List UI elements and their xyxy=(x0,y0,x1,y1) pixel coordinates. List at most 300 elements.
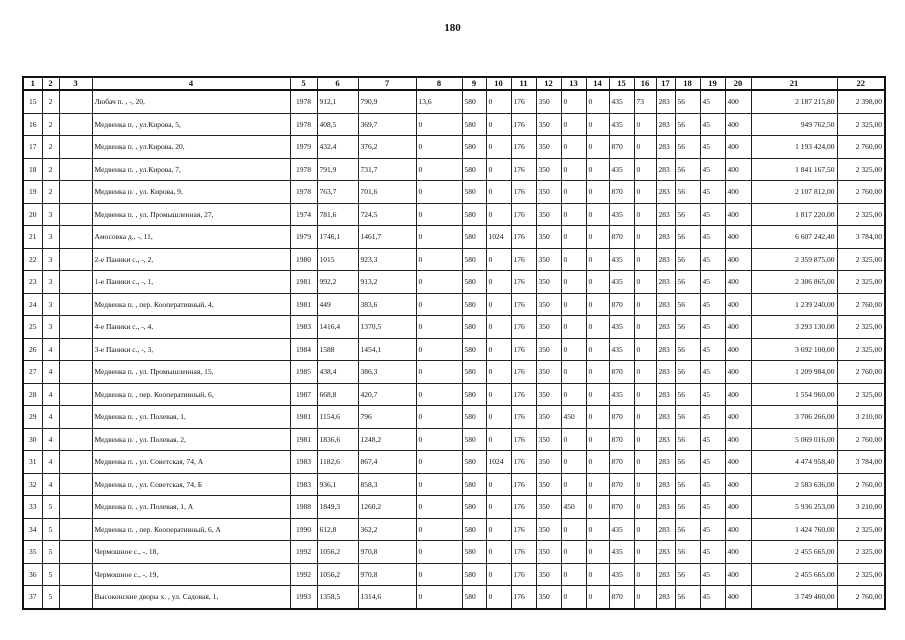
table-cell: Медвенка п. , ул. Промышленная, 15, xyxy=(92,361,290,384)
table-cell: Медвенка п. , пер. Кооперативный, 6, xyxy=(92,383,290,406)
table-cell: 2 398,00 xyxy=(837,90,885,113)
table-cell: 283 xyxy=(656,451,675,474)
table-cell: 4 xyxy=(42,451,59,474)
table-cell: 350 xyxy=(536,361,561,384)
table-cell: 0 xyxy=(416,406,462,429)
table-row xyxy=(23,158,885,181)
table-cell: 283 xyxy=(656,361,675,384)
table-cell: 400 xyxy=(725,563,751,586)
table-cell: 0 xyxy=(561,316,586,339)
table-cell: 350 xyxy=(536,293,561,316)
table-cell: 5 xyxy=(42,541,59,564)
table-cell: 350 xyxy=(536,518,561,541)
table-cell: 56 xyxy=(675,181,700,204)
table-cell: 4 xyxy=(42,361,59,384)
table-cell: Медвенка п. , ул. Промышленная, 27, xyxy=(92,203,290,226)
table-cell: 3 xyxy=(42,271,59,294)
table-cell: Чермошное с., -, 19, xyxy=(92,563,290,586)
table-cell: 350 xyxy=(536,406,561,429)
table-cell: Медвенка п. , ул. Советская, 74, А xyxy=(92,451,290,474)
column-header: 7 xyxy=(358,77,416,90)
table-cell: 45 xyxy=(700,338,725,361)
table-cell: 45 xyxy=(700,541,725,564)
table-cell: 3 xyxy=(42,226,59,249)
table-cell: 27 xyxy=(23,361,42,384)
table-cell: 0 xyxy=(416,361,462,384)
table-cell: 283 xyxy=(656,203,675,226)
table-cell: 2 325,00 xyxy=(837,518,885,541)
table-cell: 0 xyxy=(586,113,609,136)
table-cell: 283 xyxy=(656,518,675,541)
table-cell: 970,8 xyxy=(358,541,416,564)
table-row xyxy=(23,136,885,159)
table-cell: 176 xyxy=(511,361,536,384)
table-cell: 0 xyxy=(634,383,656,406)
table-cell: 2 760,00 xyxy=(837,361,885,384)
table-cell: 400 xyxy=(725,338,751,361)
table-cell: 400 xyxy=(725,518,751,541)
table-cell: 0 xyxy=(586,203,609,226)
table-cell: 2 760,00 xyxy=(837,586,885,609)
table-cell: 0 xyxy=(561,271,586,294)
table-cell: 283 xyxy=(656,113,675,136)
column-header: 5 xyxy=(290,77,317,90)
table-cell: 176 xyxy=(511,271,536,294)
table-cell: Медвенка п. , ул.Кирова, 5, xyxy=(92,113,290,136)
table-cell: Высоконские дворы х. , ул. Садовая, 1, xyxy=(92,586,290,609)
table-cell: 1 817 220,00 xyxy=(751,203,837,226)
table-cell: 790,9 xyxy=(358,90,416,113)
table-cell: 992,2 xyxy=(317,271,358,294)
table-cell: 400 xyxy=(725,586,751,609)
table-cell: 26 xyxy=(23,338,42,361)
table-row xyxy=(23,451,885,474)
table-cell: 435 xyxy=(609,383,634,406)
table-cell: 936,1 xyxy=(317,473,358,496)
table-cell: 0 xyxy=(416,563,462,586)
table-cell: 350 xyxy=(536,90,561,113)
table-cell: 870 xyxy=(609,293,634,316)
table-cell: 791,9 xyxy=(317,158,358,181)
table-cell: 0 xyxy=(586,338,609,361)
table-row xyxy=(23,518,885,541)
table-cell: 0 xyxy=(586,518,609,541)
table-cell: 0 xyxy=(586,428,609,451)
table-cell: 176 xyxy=(511,586,536,609)
table-cell: 350 xyxy=(536,541,561,564)
table-cell: 45 xyxy=(700,136,725,159)
table-cell: 0 xyxy=(561,248,586,271)
table-cell: 3 210,00 xyxy=(837,496,885,519)
table-cell: 35 xyxy=(23,541,42,564)
table-cell: 56 xyxy=(675,473,700,496)
table-cell: 1992 xyxy=(290,541,317,564)
table-cell: 24 xyxy=(23,293,42,316)
table-cell: 0 xyxy=(486,316,511,339)
table-cell: 1370,5 xyxy=(358,316,416,339)
table-cell: 56 xyxy=(675,338,700,361)
table-cell: 435 xyxy=(609,90,634,113)
table-cell: 400 xyxy=(725,428,751,451)
table-cell: 580 xyxy=(462,518,486,541)
table-cell: 1358,5 xyxy=(317,586,358,609)
table-cell: 435 xyxy=(609,316,634,339)
table-cell: Медвенка п. , ул. Полевая, 1, А xyxy=(92,496,290,519)
table-cell: 1993 xyxy=(290,586,317,609)
table-cell: 16 xyxy=(23,113,42,136)
table-cell: 1588 xyxy=(317,338,358,361)
table-cell: 0 xyxy=(486,496,511,519)
table-cell: 580 xyxy=(462,563,486,586)
table-cell: 0 xyxy=(634,248,656,271)
table-cell: 435 xyxy=(609,563,634,586)
table-cell: 176 xyxy=(511,316,536,339)
table-cell: 1836,6 xyxy=(317,428,358,451)
table-cell: 435 xyxy=(609,113,634,136)
table-cell: 0 xyxy=(634,451,656,474)
table-cell: 0 xyxy=(416,383,462,406)
table-cell: 0 xyxy=(561,518,586,541)
table-cell: 350 xyxy=(536,428,561,451)
table-cell: 45 xyxy=(700,473,725,496)
table-cell: 870 xyxy=(609,473,634,496)
table-cell: 350 xyxy=(536,316,561,339)
table-cell: 350 xyxy=(536,113,561,136)
table-cell: 3 784,00 xyxy=(837,451,885,474)
table-cell: 0 xyxy=(634,203,656,226)
table-cell: 0 xyxy=(486,90,511,113)
table-cell: 2 359 875,00 xyxy=(751,248,837,271)
table-cell: 0 xyxy=(586,181,609,204)
table-cell: 420,7 xyxy=(358,383,416,406)
table-cell: 1182,6 xyxy=(317,451,358,474)
table-row xyxy=(23,473,885,496)
table-cell: 668,8 xyxy=(317,383,358,406)
table-cell: 580 xyxy=(462,158,486,181)
table-cell: 0 xyxy=(486,361,511,384)
table-cell: 0 xyxy=(586,90,609,113)
table-cell: 0 xyxy=(634,158,656,181)
table-cell: 0 xyxy=(486,248,511,271)
table-cell: 2 xyxy=(42,181,59,204)
table-cell: 283 xyxy=(656,586,675,609)
table-cell: 1981 xyxy=(290,406,317,429)
table-cell: 362,2 xyxy=(358,518,416,541)
table-cell: 28 xyxy=(23,383,42,406)
table-cell: 2 583 636,00 xyxy=(751,473,837,496)
table-row xyxy=(23,361,885,384)
table-cell: 56 xyxy=(675,518,700,541)
table-cell: 29 xyxy=(23,406,42,429)
table-cell: 0 xyxy=(416,113,462,136)
table-cell: 580 xyxy=(462,248,486,271)
table-cell: 858,3 xyxy=(358,473,416,496)
table-cell: 2 455 665,00 xyxy=(751,563,837,586)
table-cell: 2 306 865,00 xyxy=(751,271,837,294)
table-cell: 1314,6 xyxy=(358,586,416,609)
table-cell: 0 xyxy=(634,338,656,361)
table-cell: 23 xyxy=(23,271,42,294)
column-header: 17 xyxy=(656,77,675,90)
table-cell: 0 xyxy=(416,136,462,159)
table-cell: 400 xyxy=(725,248,751,271)
table-cell: 970,8 xyxy=(358,563,416,586)
table-cell: Чермошное с., -, 18, xyxy=(92,541,290,564)
table-cell xyxy=(59,181,92,204)
table-cell: 350 xyxy=(536,136,561,159)
table-cell: 763,7 xyxy=(317,181,358,204)
table-cell: 400 xyxy=(725,496,751,519)
table-cell: 176 xyxy=(511,136,536,159)
table-cell: 176 xyxy=(511,90,536,113)
column-header: 8 xyxy=(416,77,462,90)
table-cell: 2 325,00 xyxy=(837,338,885,361)
table-cell: 4 xyxy=(42,383,59,406)
table-cell: 1985 xyxy=(290,361,317,384)
table-cell: 450 xyxy=(561,496,586,519)
table-cell: 2-е Паники с., -, 2, xyxy=(92,248,290,271)
table-cell: 0 xyxy=(416,226,462,249)
table-cell: 580 xyxy=(462,451,486,474)
table-cell: 2 760,00 xyxy=(837,428,885,451)
column-header: 2 xyxy=(42,77,59,90)
column-header: 19 xyxy=(700,77,725,90)
table-cell: 2 325,00 xyxy=(837,271,885,294)
table-cell: 0 xyxy=(561,338,586,361)
table-cell: 3 xyxy=(42,293,59,316)
table-cell: 350 xyxy=(536,203,561,226)
table-cell: 350 xyxy=(536,496,561,519)
table-cell: 283 xyxy=(656,473,675,496)
table-cell: 18 xyxy=(23,158,42,181)
table-cell: 0 xyxy=(634,541,656,564)
table-cell: 2 325,00 xyxy=(837,203,885,226)
table-cell: 283 xyxy=(656,293,675,316)
table-cell: 56 xyxy=(675,203,700,226)
table-cell: 0 xyxy=(634,271,656,294)
table-cell: 0 xyxy=(586,541,609,564)
table-cell: 176 xyxy=(511,248,536,271)
column-header: 16 xyxy=(634,77,656,90)
housing-cost-table xyxy=(22,76,886,610)
table-cell: 4 xyxy=(42,406,59,429)
table-cell: 1974 xyxy=(290,203,317,226)
table-cell: 56 xyxy=(675,293,700,316)
table-cell: 2 325,00 xyxy=(837,113,885,136)
table-cell: 1849,3 xyxy=(317,496,358,519)
table-cell: 912,1 xyxy=(317,90,358,113)
table-cell: 283 xyxy=(656,181,675,204)
table-cell: 1981 xyxy=(290,271,317,294)
table-cell xyxy=(59,90,92,113)
table-cell: 0 xyxy=(486,293,511,316)
table-cell: 0 xyxy=(486,338,511,361)
table-cell: 0 xyxy=(586,271,609,294)
table-cell: Амосовка д., -, 11, xyxy=(92,226,290,249)
table-cell xyxy=(59,518,92,541)
table-cell: 1983 xyxy=(290,451,317,474)
table-cell: 1248,2 xyxy=(358,428,416,451)
table-cell: 0 xyxy=(561,136,586,159)
table-cell: 2 455 665,00 xyxy=(751,541,837,564)
table-cell xyxy=(59,248,92,271)
table-cell: 0 xyxy=(561,361,586,384)
table-cell: 0 xyxy=(486,113,511,136)
table-cell: 0 xyxy=(561,428,586,451)
table-cell: 2 325,00 xyxy=(837,383,885,406)
table-cell: 2 xyxy=(42,90,59,113)
table-cell: 45 xyxy=(700,563,725,586)
column-header: 9 xyxy=(462,77,486,90)
table-cell: 283 xyxy=(656,90,675,113)
table-cell: 56 xyxy=(675,383,700,406)
table-cell: 45 xyxy=(700,383,725,406)
table-cell: 724,5 xyxy=(358,203,416,226)
table-cell: 176 xyxy=(511,158,536,181)
table-cell: 435 xyxy=(609,248,634,271)
table-cell: 2 325,00 xyxy=(837,248,885,271)
table-row xyxy=(23,586,885,609)
table-cell: 56 xyxy=(675,271,700,294)
table-cell: 0 xyxy=(586,563,609,586)
table-row xyxy=(23,338,885,361)
table-cell: 0 xyxy=(586,226,609,249)
table-cell xyxy=(59,473,92,496)
table-cell: 781,6 xyxy=(317,203,358,226)
table-cell: 0 xyxy=(416,451,462,474)
table-cell: 580 xyxy=(462,338,486,361)
table-cell: 4 xyxy=(42,338,59,361)
table-cell: 37 xyxy=(23,586,42,609)
table-cell xyxy=(59,428,92,451)
table-cell: 0 xyxy=(634,181,656,204)
table-cell: 1056,2 xyxy=(317,541,358,564)
column-header: 1 xyxy=(23,77,42,90)
table-cell: 580 xyxy=(462,113,486,136)
table-cell: 2 760,00 xyxy=(837,293,885,316)
table-cell: 45 xyxy=(700,158,725,181)
table-cell xyxy=(59,203,92,226)
table-cell: 45 xyxy=(700,181,725,204)
table-cell: 2 xyxy=(42,136,59,159)
table-cell: 350 xyxy=(536,158,561,181)
table-cell: Любач п. , -, 20, xyxy=(92,90,290,113)
table-cell: 283 xyxy=(656,383,675,406)
table-cell: 0 xyxy=(416,181,462,204)
table-cell: 350 xyxy=(536,338,561,361)
table-cell: 1981 xyxy=(290,428,317,451)
table-cell: 580 xyxy=(462,361,486,384)
table-cell: 283 xyxy=(656,316,675,339)
table-cell: 0 xyxy=(634,586,656,609)
table-cell: 400 xyxy=(725,203,751,226)
table-row xyxy=(23,271,885,294)
table-cell: 2 325,00 xyxy=(837,541,885,564)
table-cell: 283 xyxy=(656,248,675,271)
table-cell: 0 xyxy=(486,136,511,159)
table-cell xyxy=(59,136,92,159)
table-cell: 0 xyxy=(561,293,586,316)
table-cell: 176 xyxy=(511,383,536,406)
table-cell: 283 xyxy=(656,428,675,451)
table-cell: 350 xyxy=(536,271,561,294)
table-cell: 1015 xyxy=(317,248,358,271)
page-number: 180 xyxy=(444,22,461,34)
table-cell: 283 xyxy=(656,541,675,564)
table-cell: 56 xyxy=(675,406,700,429)
table-cell: 1 424 760,00 xyxy=(751,518,837,541)
table-cell: 56 xyxy=(675,451,700,474)
table-cell: 0 xyxy=(416,158,462,181)
table-cell: 3 xyxy=(42,316,59,339)
column-header: 22 xyxy=(837,77,885,90)
table-cell: 612,8 xyxy=(317,518,358,541)
table-cell: 3-е Паники с., -, 3, xyxy=(92,338,290,361)
table-cell: 4 xyxy=(42,473,59,496)
column-header: 13 xyxy=(561,77,586,90)
table-cell: 13,6 xyxy=(416,90,462,113)
table-cell: 0 xyxy=(486,428,511,451)
table-row xyxy=(23,181,885,204)
table-cell: 0 xyxy=(486,203,511,226)
table-cell: 0 xyxy=(561,383,586,406)
table-cell: Медвенка п. , ул.Кирова, 7, xyxy=(92,158,290,181)
table-cell: 369,7 xyxy=(358,113,416,136)
table-cell: 0 xyxy=(586,586,609,609)
table-cell: 1 554 960,00 xyxy=(751,383,837,406)
table-cell: 580 xyxy=(462,586,486,609)
table-cell xyxy=(59,293,92,316)
table-cell: 0 xyxy=(634,496,656,519)
table-cell: 0 xyxy=(586,293,609,316)
table-cell: 435 xyxy=(609,271,634,294)
table-cell: 45 xyxy=(700,406,725,429)
table-cell: 2 325,00 xyxy=(837,316,885,339)
table-cell: 4 xyxy=(42,428,59,451)
table-cell: 1979 xyxy=(290,226,317,249)
table-cell: 400 xyxy=(725,451,751,474)
table-cell: 56 xyxy=(675,248,700,271)
table-cell: 6 607 242,40 xyxy=(751,226,837,249)
table-cell: 283 xyxy=(656,136,675,159)
table-cell xyxy=(59,226,92,249)
table-cell xyxy=(59,158,92,181)
table-cell: 580 xyxy=(462,406,486,429)
table-cell: 0 xyxy=(561,113,586,136)
table-cell: 45 xyxy=(700,316,725,339)
column-header: 21 xyxy=(751,77,837,90)
table-row xyxy=(23,316,885,339)
table-cell: 176 xyxy=(511,451,536,474)
table-cell: 870 xyxy=(609,226,634,249)
table-cell: 408,5 xyxy=(317,113,358,136)
table-cell: 350 xyxy=(536,473,561,496)
table-cell: 3 xyxy=(42,248,59,271)
table-cell: Медвенка п. , ул. Кирова, 9, xyxy=(92,181,290,204)
table-cell: 0 xyxy=(561,158,586,181)
table-cell: 400 xyxy=(725,113,751,136)
table-cell: 56 xyxy=(675,158,700,181)
table-cell: 432,4 xyxy=(317,136,358,159)
table-cell: 2 760,00 xyxy=(837,181,885,204)
table-cell: 731,7 xyxy=(358,158,416,181)
table-cell: 2 325,00 xyxy=(837,563,885,586)
table-cell: Медвенка п. , ул.Кирова, 20, xyxy=(92,136,290,159)
table-cell: Медвенка п. , ул. Советская, 74, Б xyxy=(92,473,290,496)
table-cell: 2 760,00 xyxy=(837,473,885,496)
table-cell: 1978 xyxy=(290,158,317,181)
table-cell: 0 xyxy=(561,586,586,609)
